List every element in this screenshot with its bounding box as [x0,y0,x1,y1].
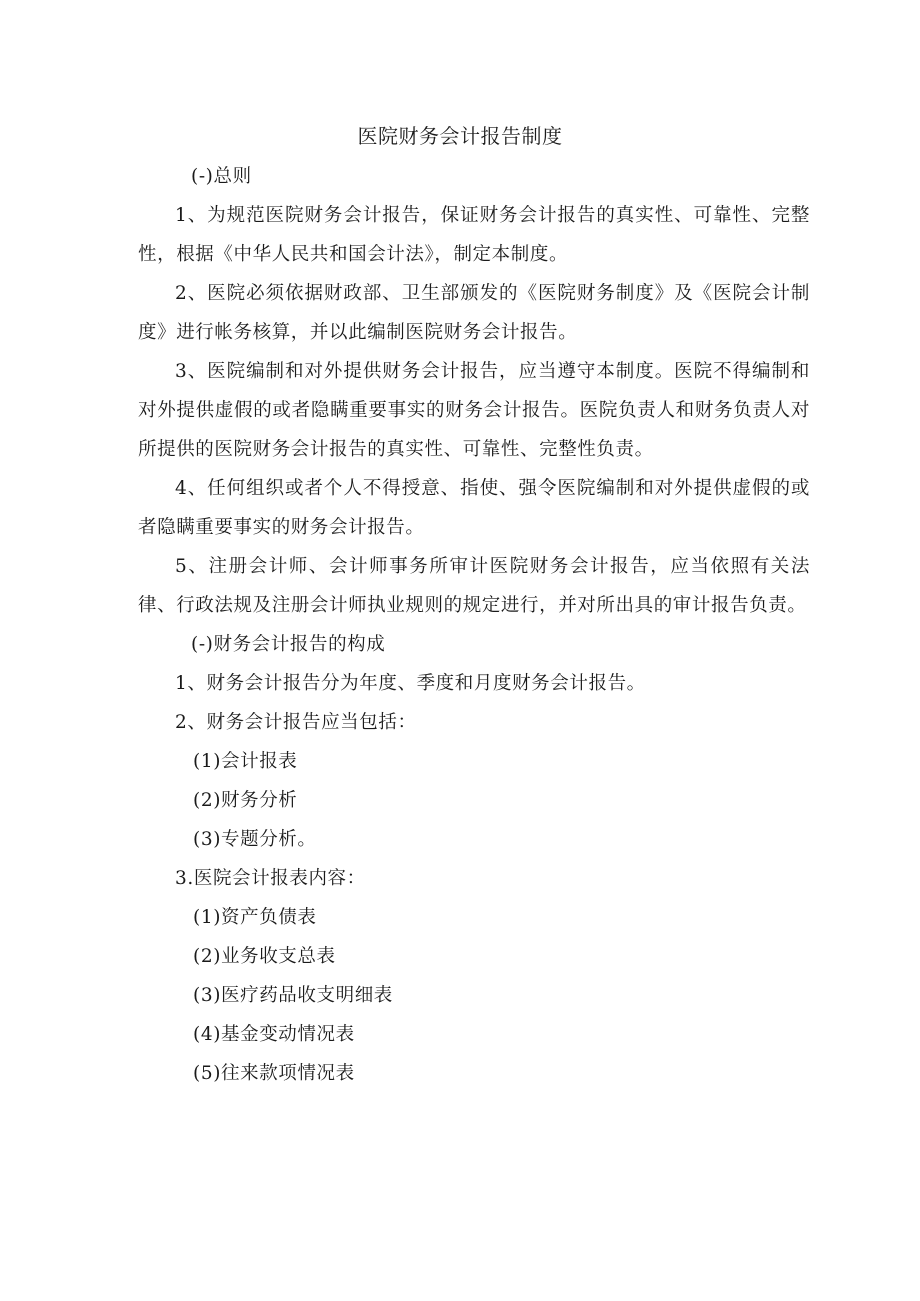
list-item: (4)基金变动情况表 [193,1024,355,1045]
composition-item-3: 3.医院会计报表内容： [175,868,366,889]
paragraph-4: 4、任何组织或者个人不得授意、指使、强令医院编制和对外提供虚假的或者隐瞒重要事实的财务会计报告。 [138,478,810,538]
composition-item-2: 2、财务会计报告应当包括： [175,712,417,733]
list-item: (2)财务分析 [193,790,298,811]
section-heading-composition: (-)财务会计报告的构成 [191,634,386,655]
paragraph-1: 1、为规范医院财务会计报告，保证财务会计报告的真实性、可靠性、完整性，根据《中华人民共和国会计法》，制定本制度。 [138,205,810,265]
list-item: (5)往来款项情况表 [193,1063,355,1084]
list-item: (3)医疗药品收支明细表 [193,985,393,1006]
document-title: 医院财务会计报告制度 [357,124,563,148]
list-item: (1)资产负债表 [193,907,317,928]
paragraph-3: 3、医院编制和对外提供财务会计报告，应当遵守本制度。医院不得编制和对外提供虚假的或者隐瞒重要事实的财务会计报告。医院负责人和财务负责人对所提供的医院财务会计报告的真实性、可靠性、完整性负责。 [138,361,810,460]
list-item: (1)会计报表 [193,751,298,772]
paragraph-5: 5、注册会计师、会计师事务所审计医院财务会计报告，应当依照有关法律、行政法规及注册会计师执业规则的规定进行，并对所出具的审计报告负责。 [138,556,810,616]
document-body [138,157,810,1093]
list-item: (2)业务收支总表 [193,946,336,967]
composition-item-1: 1、财务会计报告分为年度、季度和月度财务会计报告。 [175,673,646,694]
section-heading-general: (-)总则 [191,166,252,187]
paragraph-2: 2、医院必须依据财政部、卫生部颁发的《医院财务制度》及《医院会计制度》进行帐务核算，并以此编制医院财务会计报告。 [138,283,810,343]
list-item: (3)专题分析。 [193,829,317,850]
